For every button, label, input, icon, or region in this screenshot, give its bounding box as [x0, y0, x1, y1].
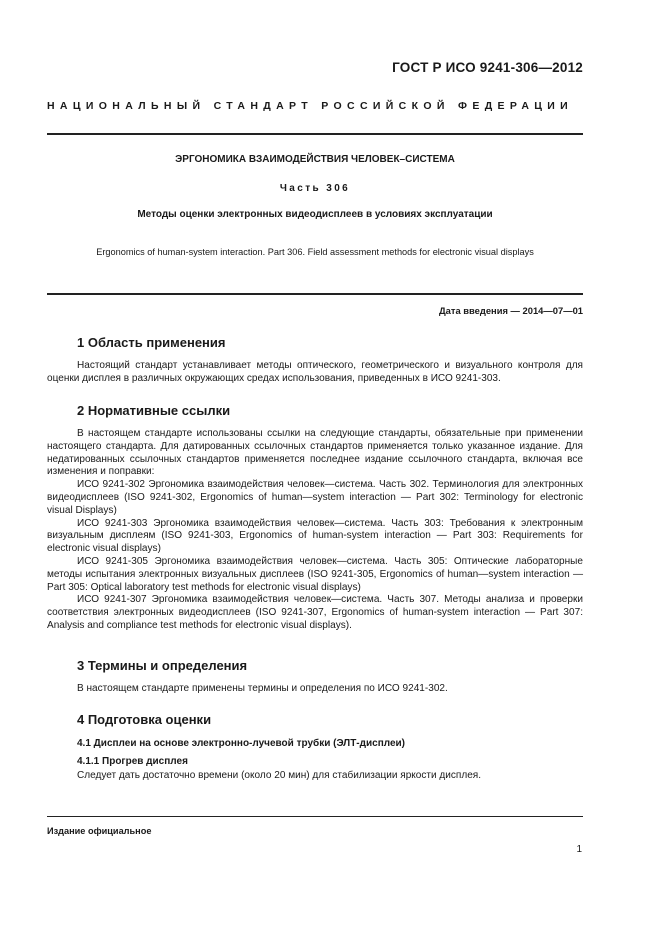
section-3-heading: 3 Термины и определения: [77, 658, 248, 673]
subsection-4-1-heading: 4.1 Дисплеи на основе электронно-лучевой трубки (ЭЛТ-дисплеи): [77, 738, 405, 749]
subsection-4-1-1-heading: 4.1.1 Прогрев дисплея: [77, 756, 188, 767]
section-2-intro: В настоящем стандарте использованы ссылки на следующие стандарты, обязательные при применении настоящего стандарта. Для датированных ссылочных стандартов применяется только указанное издание. Для недатированных ссылочных стандартов применяется последнее издание ссылочного стандарта, включая все изменения и поправки:: [47, 428, 583, 478]
subsection-4-1-1-text: Следует дать достаточно времени (около 20 мин) для стабилизации яркости дисплея.: [77, 770, 482, 781]
subsection-4-1-1-body: [47, 770, 583, 783]
reference-item: ИСО 9241-307 Эргономика взаимодействия человек—система. Часть 307. Методы анализа и проверки соответствия электронных видеодисплеев (ISO 9241-307, Ergonomics of human-system interaction — Part 307: Analysis and compliance test methods for electronic visual displays).: [47, 594, 583, 631]
official-edition-label: Издание официальное: [47, 826, 152, 836]
part-number: Часть 306: [279, 183, 351, 194]
national-standard-banner: НАЦИОНАЛЬНЫЙ СТАНДАРТ РОССИЙСКОЙ ФЕДЕРАЦИИ: [47, 100, 574, 112]
section-1-body: [47, 360, 583, 386]
section-2-heading: 2 Нормативные ссылки: [77, 403, 231, 418]
section-1-text: Настоящий стандарт устанавливает методы оптического, геометрического и визуального контроля для оценки дисплея в различных окружающих средах использования, приведенных в ИСО 9241-303.: [47, 360, 583, 384]
reference-item: ИСО 9241-302 Эргономика взаимодействия человек—система. Часть 302. Терминология для электронных видеодисплеев (ISO 9241-302, Ergonomics of human—system interaction — Part 302: Terminology for electronic visual Displays): [47, 479, 583, 516]
introduction-date: Дата введения — 2014—07—01: [438, 305, 583, 316]
title-divider: [47, 293, 583, 295]
document-code: ГОСТ Р ИСО 9241-306—2012: [392, 60, 583, 75]
section-3-text: В настоящем стандарте применены термины и определения по ИСО 9241-302.: [77, 683, 448, 694]
page-number: 1: [576, 844, 582, 855]
reference-item: ИСО 9241-305 Эргономика взаимодействия человек—система. Часть 305: Оптические лабораторные методы испытания электронных визуальных дисплеев (ISO 9241-305, Ergonomics of human—system interaction — Part 305: Optical laboratory test methods for electronic visual displays): [47, 555, 583, 593]
document-title: ЭРГОНОМИКА ВЗАИМОДЕЙСТВИЯ ЧЕЛОВЕК–СИСТЕМА: [175, 154, 455, 165]
footer-divider: [47, 816, 583, 817]
english-title: Ergonomics of human-system interaction. Part 306. Field assessment methods for electronic visual displays: [96, 247, 534, 257]
document-subtitle: Методы оценки электронных видеодисплеев в условиях эксплуатации: [137, 209, 493, 220]
section-2-body: [47, 428, 583, 633]
section-3-body: [47, 683, 583, 696]
section-4-heading: 4 Подготовка оценки: [77, 712, 212, 727]
reference-item: ИСО 9241-303 Эргономика взаимодействия человек—система. Часть 303: Требования к электронным визуальным дисплеям (ISO 9241-303, Ergonomics of human-system interaction — Part 303: Requirements for electronic visual displays): [47, 517, 583, 555]
section-1-heading: 1 Область применения: [77, 335, 226, 350]
header-divider: [47, 133, 583, 135]
